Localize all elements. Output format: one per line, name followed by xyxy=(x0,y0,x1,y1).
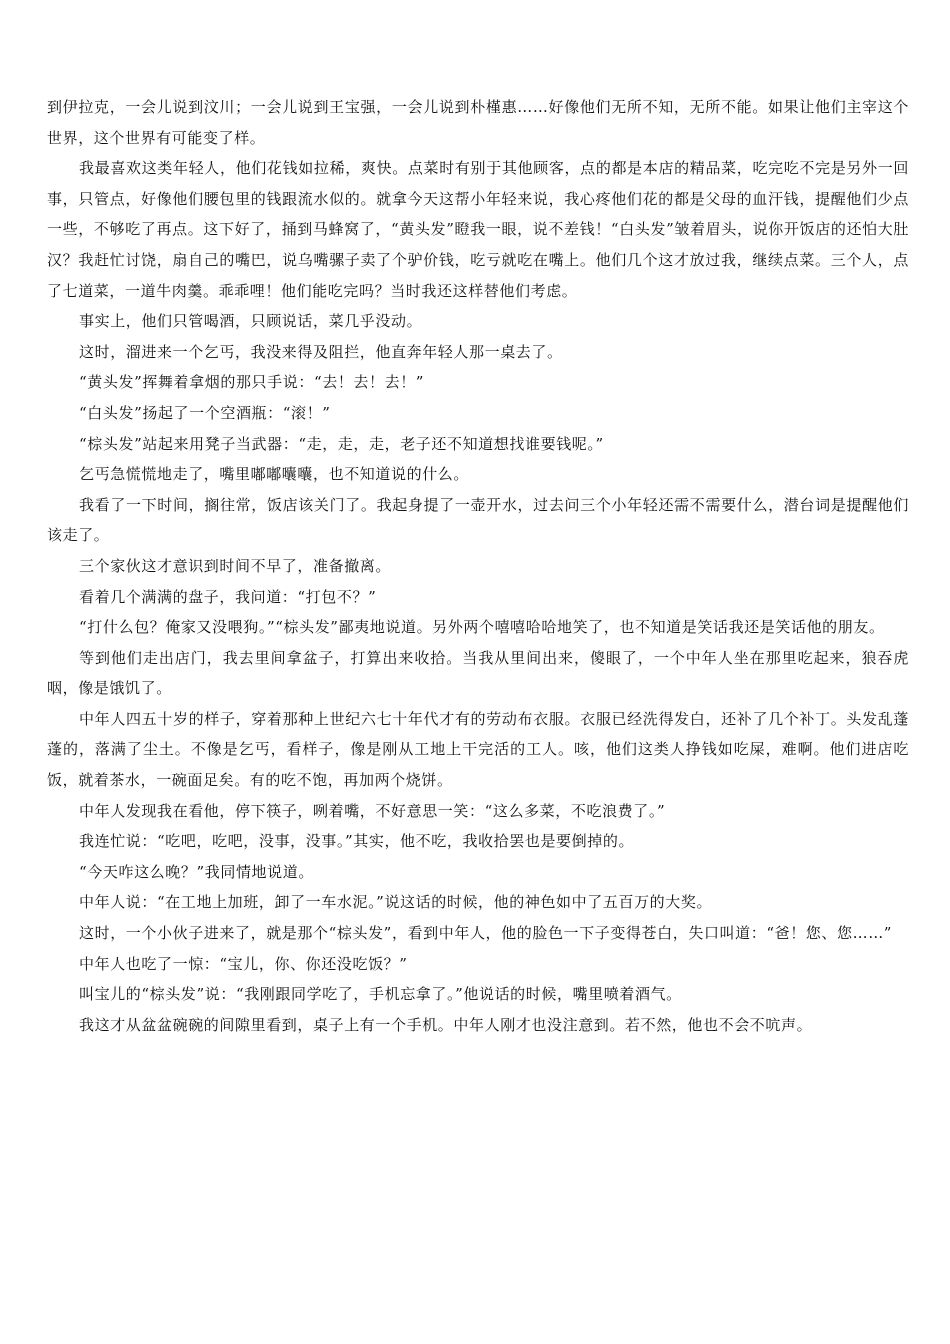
paragraph: 我看了一下时间，搁往常，饭店该关门了。我起身提了一壶开水，过去问三个小年轻还需不需要什么，潜台词是提醒他们该走了。 xyxy=(47,495,909,545)
paragraph: 这时，一个小伙子进来了，就是那个“棕头发”，看到中年人，他的脸色一下子变得苍白，失口叫道：“爸！您、您……” xyxy=(79,924,893,943)
paragraph: 三个家伙这才意识到时间不早了，准备撤离。 xyxy=(79,556,392,575)
paragraph: 中年人发现我在看他，停下筷子，咧着嘴，不好意思一笑：“这么多菜，不吃浪费了。” xyxy=(79,801,666,820)
paragraph: “今天咋这么晚？”我同情地说道。 xyxy=(79,862,314,881)
paragraph: “白头发”扬起了一个空酒瓶：“滚！” xyxy=(79,403,331,422)
paragraph: “黄头发”挥舞着拿烟的那只手说：“去！去！去！” xyxy=(79,373,425,392)
paragraph: 我最喜欢这类年轻人，他们花钱如拉稀，爽快。点菜时有别于其他顾客，点的都是本店的精品菜，吃完吃不完是另外一回事，只管点，好像他们腰包里的钱跟流水似的。就拿今天这帮小年轻来说，我心疼他们花的都是父母的血汗钱，提醒他们少点一些，不够吃了再点。这下好了，捅到马蜂窝了，“黄头发”瞪我一眼，说不差钱！“白头发”皱着眉头，说你开饭店的还怕大肚汉？我赶忙讨饶，扇自己的嘴巴，说乌嘴骡子卖了个驴价钱，吃亏就吃在嘴上。他们几个这才放过我，继续点菜。三个人，点了七道菜，一道牛肉羹。乖乖哩！他们能吃完吗？当时我还这样替他们考虑。 xyxy=(47,159,909,300)
paragraph: 这时，溜进来一个乞丐，我没来得及阻拦，他直奔年轻人那一桌去了。 xyxy=(79,342,563,361)
paragraph: 等到他们走出店门，我去里间拿盆子，打算出来收拾。当我从里间出来，傻眼了，一个中年人坐在那里吃起来，狼吞虎咽，像是饿饥了。 xyxy=(47,648,909,698)
paragraph: 我这才从盆盆碗碗的间隙里看到，桌子上有一个手机。中年人刚才也没注意到。若不然，他也不会不吭声。 xyxy=(79,1015,813,1034)
paragraph: 叫宝儿的“棕头发”说：“我刚跟同学吃了，手机忘拿了。”他说话的时候，嘴里喷着酒气。 xyxy=(79,985,682,1004)
paragraph: 中年人也吃了一惊：“宝儿，你、你还没吃饭？” xyxy=(79,954,408,973)
paragraph: 事实上，他们只管喝酒，只顾说话，菜几乎没动。 xyxy=(79,312,423,331)
paragraph: 我连忙说：“吃吧，吃吧，没事，没事。”其实，他不吃，我收拾罢也是要倒掉的。 xyxy=(79,832,635,851)
document-page xyxy=(47,92,909,1040)
paragraph: 乞丐急慌慌地走了，嘴里嘟嘟囔囔，也不知道说的什么。 xyxy=(79,465,470,484)
paragraph: 中年人说：“在工地上加班，卸了一车水泥。”说这话的时候，他的神色如中了五百万的大奖。 xyxy=(79,893,713,912)
paragraph: 到伊拉克，一会儿说到汶川；一会儿说到王宝强，一会儿说到朴槿惠……好像他们无所不知，无所不能。如果让他们主宰这个世界，这个世界有可能变了样。 xyxy=(47,98,909,147)
paragraph: “打什么包？俺家又没喂狗。”“棕头发”鄙夷地说道。另外两个嘻嘻哈哈地笑了，也不知道是笑话我还是笑话他的朋友。 xyxy=(79,618,885,637)
paragraph: 看着几个满满的盘子，我问道：“打包不？” xyxy=(79,587,377,606)
paragraph: “棕头发”站起来用凳子当武器：“走，走，走，老子还不知道想找谁要钱呢。” xyxy=(79,434,604,453)
paragraph: 中年人四五十岁的样子，穿着那种上世纪六七十年代才有的劳动布衣服。衣服已经洗得发白，还补了几个补丁。头发乱蓬蓬的，落满了尘土。不像是乞丐，看样子，像是刚从工地上干完活的工人。咳，他们这类人挣钱如吃屎，难啊。他们进店吃饭，就着茶水，一碗面足矣。有的吃不饱，再加两个烧饼。 xyxy=(47,709,909,790)
